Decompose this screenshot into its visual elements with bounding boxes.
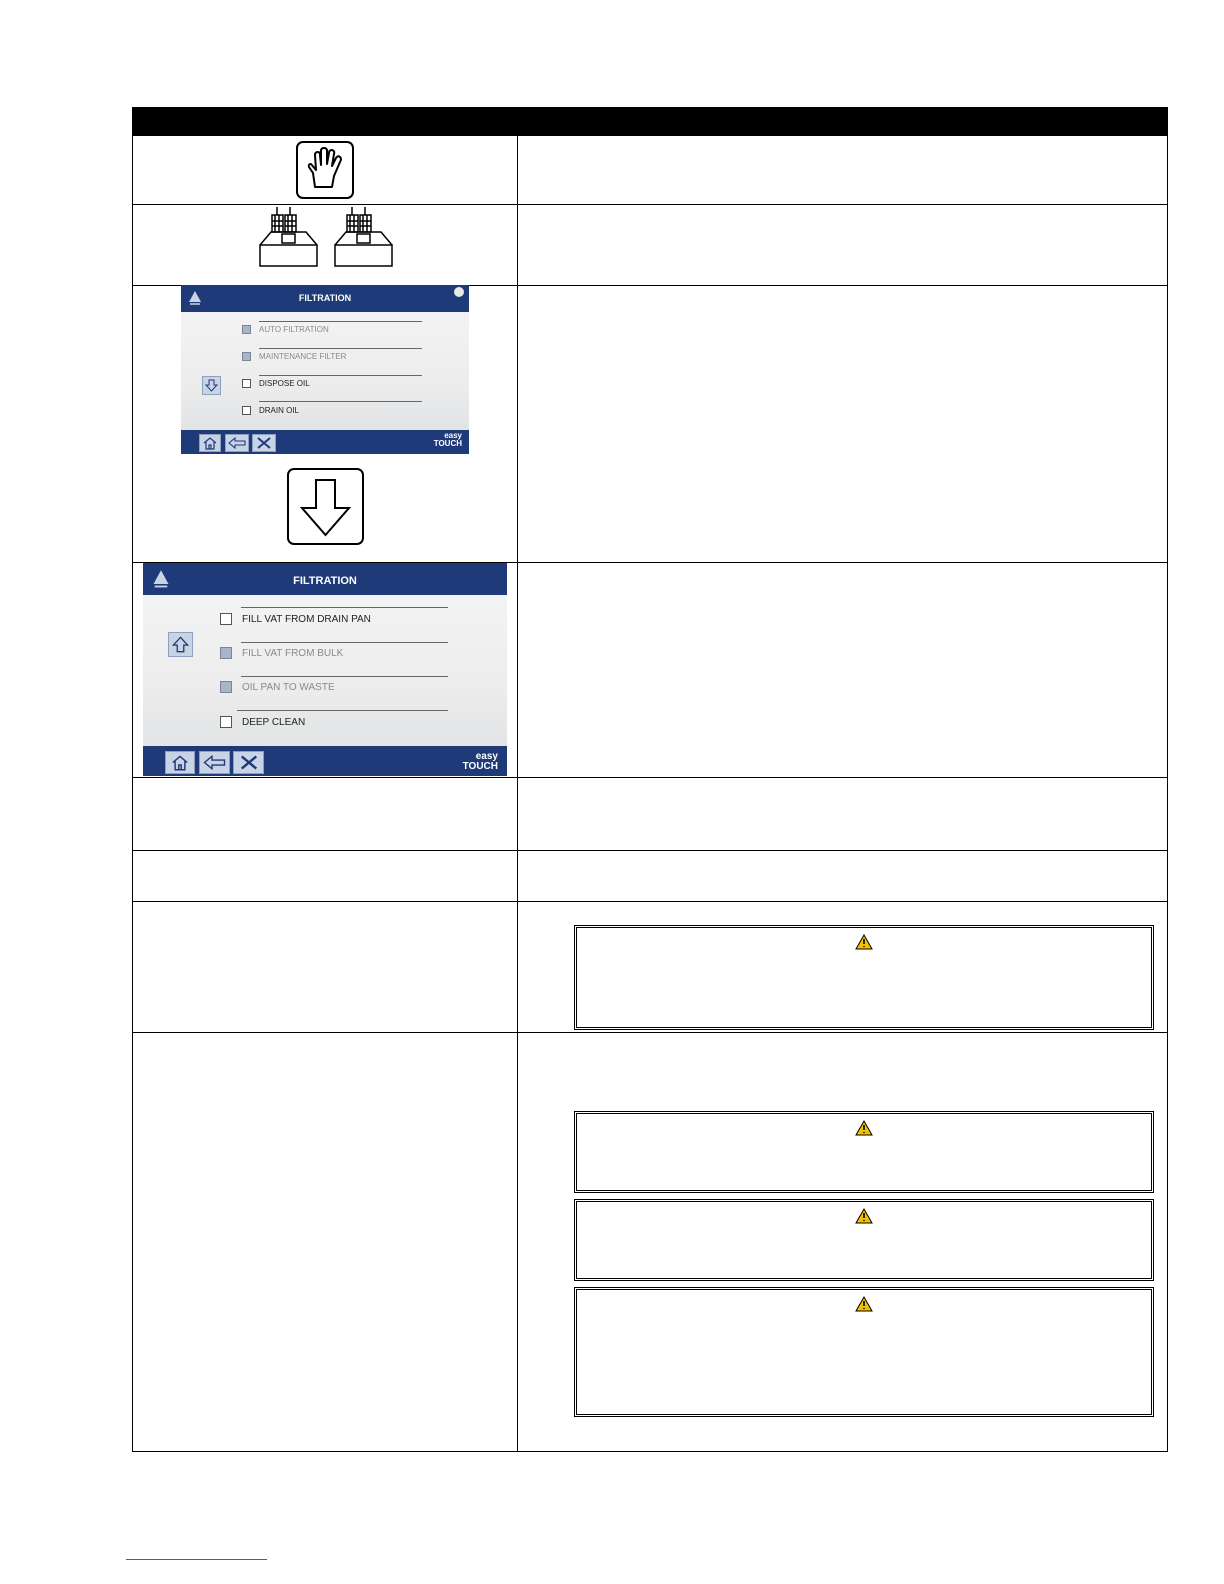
warning-box — [574, 1287, 1154, 1417]
separator-line — [241, 676, 448, 677]
separator-line — [259, 348, 422, 349]
dual-fryer-icon — [257, 205, 397, 269]
menu-item-label: FILL VAT FROM DRAIN PAN — [242, 613, 371, 625]
menu-item-label: DISPOSE OIL — [259, 379, 310, 388]
home-button[interactable] — [199, 434, 221, 452]
footer-link-underline[interactable] — [126, 1559, 267, 1560]
menu-item-drain-oil[interactable] — [242, 406, 299, 415]
checkbox[interactable] — [220, 716, 232, 728]
logo-text-bottom: TOUCH — [462, 760, 498, 772]
home-button[interactable] — [165, 751, 195, 774]
warning-triangle-icon — [855, 1120, 873, 1136]
menu-item-fill-vat-from-drain-pan[interactable] — [220, 613, 371, 625]
scroll-up-button[interactable] — [168, 632, 193, 657]
filtration-screen-1 — [181, 285, 469, 454]
separator-line — [259, 375, 422, 376]
table-header-bar — [133, 108, 1167, 136]
menu-item-auto-filtration[interactable] — [242, 325, 329, 334]
menu-item-fill-vat-from-bulk[interactable] — [220, 647, 343, 659]
scroll-down-button[interactable] — [202, 376, 221, 395]
logo-text-top: easy — [475, 751, 498, 762]
checkbox[interactable] — [220, 681, 232, 693]
screen-title: FILTRATION — [298, 293, 352, 303]
tools-icon — [256, 436, 272, 450]
row-divider — [133, 850, 1167, 851]
up-arrow-icon — [172, 636, 189, 653]
warning-box — [574, 1111, 1154, 1193]
separator-line — [237, 710, 448, 711]
menu-item-label: DEEP CLEAN — [242, 716, 306, 728]
tools-button[interactable] — [252, 434, 276, 452]
logo-text-bottom: TOUCH — [433, 438, 462, 448]
easy-touch-logo — [434, 432, 462, 447]
separator-line — [241, 642, 448, 643]
tools-button[interactable] — [233, 751, 264, 774]
row-divider — [133, 1032, 1167, 1033]
checkbox[interactable] — [220, 613, 232, 625]
separator-line — [259, 401, 422, 402]
down-arrow-icon — [205, 379, 218, 392]
screen-footer — [143, 746, 507, 776]
home-icon — [170, 754, 190, 771]
checkbox[interactable] — [242, 325, 251, 334]
easy-touch-logo — [463, 752, 498, 771]
logo-text-top: easy — [444, 431, 462, 440]
warning-box — [574, 1199, 1154, 1281]
tools-icon — [239, 754, 259, 771]
hand-icon — [296, 141, 354, 199]
menu-item-label: MAINTENANCE FILTER — [259, 352, 347, 361]
menu-item-label: DRAIN OIL — [259, 406, 300, 415]
instruction-table — [132, 107, 1168, 1452]
menu-item-label: AUTO FILTRATION — [259, 325, 329, 334]
menu-item-label: FILL VAT FROM BULK — [242, 647, 344, 659]
checkbox[interactable] — [242, 352, 251, 361]
status-indicator — [454, 287, 464, 297]
down-arrow-icon — [287, 468, 364, 545]
menu-item-dispose-oil[interactable] — [242, 379, 310, 388]
checkbox[interactable] — [242, 379, 251, 388]
filtration-screen-2 — [143, 563, 507, 776]
warning-triangle-icon — [855, 934, 873, 950]
warning-box — [574, 925, 1154, 1030]
back-button[interactable] — [199, 751, 230, 774]
menu-item-oil-pan-to-waste[interactable] — [220, 681, 335, 693]
column-divider — [517, 136, 518, 1452]
screen-title: FILTRATION — [293, 575, 357, 587]
separator-line — [259, 321, 422, 322]
warning-triangle-icon — [855, 1208, 873, 1224]
separator-line — [241, 607, 448, 608]
back-arrow-icon — [228, 437, 246, 449]
checkbox[interactable] — [242, 406, 251, 415]
back-button[interactable] — [225, 434, 249, 452]
menu-item-deep-clean[interactable] — [220, 716, 305, 728]
warning-triangle-icon — [855, 1296, 873, 1312]
row-divider — [133, 777, 1167, 778]
menu-item-maintenance-filter[interactable] — [242, 352, 346, 361]
back-arrow-icon — [203, 755, 226, 770]
row-divider — [133, 901, 1167, 902]
menu-item-label: OIL PAN TO WASTE — [242, 681, 335, 693]
checkbox[interactable] — [220, 647, 232, 659]
home-icon — [202, 436, 218, 450]
